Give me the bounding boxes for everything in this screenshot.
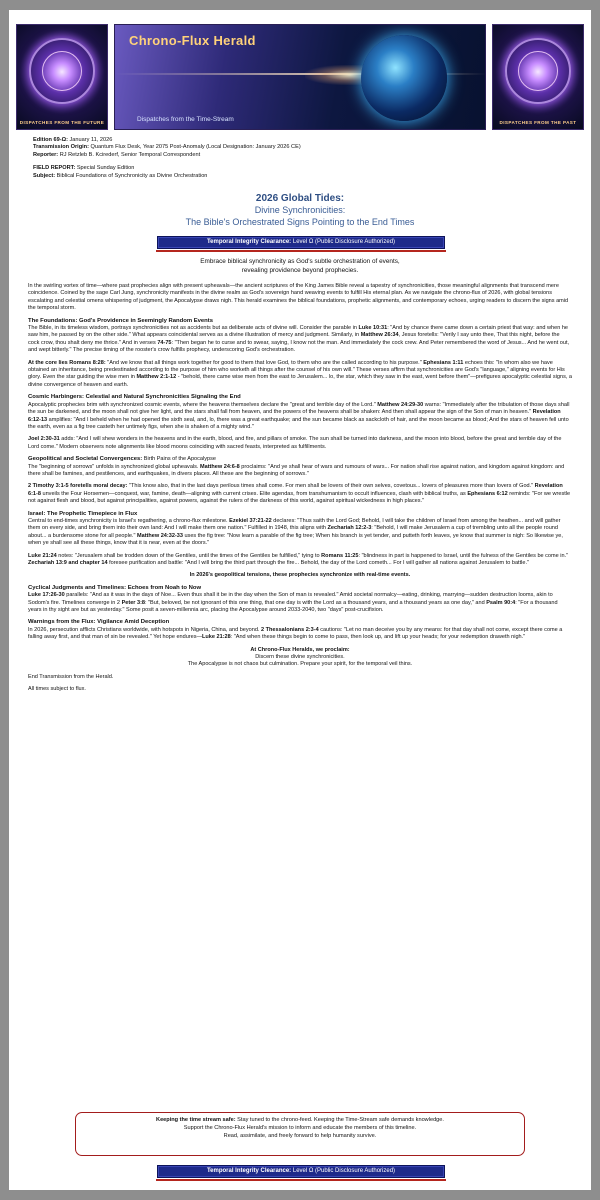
edition-label: Edition 69-Ω: [33,137,68,143]
subject-value: Biblical Foundations of Synchronicity as Divine Orchestration [55,172,208,179]
scripture-ref: Ezekiel 37:21-22 [229,517,272,524]
proclamation-line-1: Discern these divine synchronicities. [255,654,345,661]
notice-line-3: Read, assimilate, and freely forward to help humanity survive. [223,1133,377,1139]
masthead-title: Chrono-Flux Herald [129,33,256,48]
scripture-ref: Luke 21:24 [28,552,57,559]
scripture-ref: Zechariah 12:2-3 [327,525,372,532]
intro-line-2: revealing providence beyond prophecies. [241,267,359,274]
support-notice-box [75,1112,525,1156]
masthead-tagline: Dispatches from the Time-Stream [137,116,234,123]
notice-line-2: Support the Chrono-Flux Herald's mission to inform and educate the members of this timeline. [183,1125,417,1131]
clearance-value: Level Ω (Public Disclosure Authorized) [291,1168,396,1174]
subject-label: Subject: [33,172,56,179]
section-heading: The Foundations: God's Providence in Seemingly Random Events [28,317,214,324]
field-value: Special Sunday Edition [75,165,135,172]
centered-statement [28,572,572,579]
edition-value: January 11, 2026 [67,137,113,143]
scripture-ref: Zechariah 13:9 and chapter 14 [28,560,108,566]
section-heading: Israel: The Prophetic Timepiece in Flux [28,510,138,517]
scripture-ref: Matthew 24:32-33 [136,532,183,539]
right-portal-image [492,24,584,130]
clearance-label: Temporal Integrity Clearance: [206,239,292,245]
globe-icon [361,35,447,121]
field-label: FIELD REPORT: [33,165,76,172]
scripture-ref: Psalm 90:4 [486,599,516,606]
origin-value: Quantum Flux Desk, Year 2075 Post-Anomaly (Local Designation: January 2026 CE) [88,144,301,151]
clearance-badge-top [157,236,445,249]
scripture-ref: Joel 2:30-31 [28,436,60,443]
clearance-label: Temporal Integrity Clearance: [206,1168,292,1174]
section-foundations: The Foundations: God's Providence in Seemingly Random Events The Bible, in its timeless wisdom, portrays synchronicities not as accidents but as deliberate acts of divine will. Consider the parable in Luke 10:31: "And by chance there came down a certain priest that way: and when he saw him, he passed by on the other side." What appears coincidental serves as a divine illustration of mercy and judgment. Similarly, in Matthew 26:34, Jesus foretells: "Verily I say unto thee, That this night, before the cock crow, thou shalt deny me thrice." And in verses 74-75: "Then began he to curse and to swear, saying, I know not the man. And immediately the cock crew. And Peter remembered the word of Jesus... And he went out, and wept bitterly." The precise timing of the rooster's crow fulfills prophecy, underscoring God's orchestration. [28,317,570,354]
field-report-line [33,165,563,172]
scripture-ref: Matthew 24:6-8 [200,463,240,470]
edition-line [33,137,563,144]
left-panel-caption: DISPATCHES FROM THE FUTURE [19,120,105,125]
paragraph-romans: At the core lies Romans 8:28: "And we know that all things work together for good to them that love God, to them who are the called according to his purpose." Ephesians 1:11 echoes this: "In whom also we have obtained an inheritance, being predestinated according to the purpose of him who worketh all things after the counsel of his own will." These verses affirm that synchronicities are God's "language," aligning events for His glory. Even the star guiding the wise men in Matthew 2:1-12 - "behold, there came wise men from the east to Jerusalem... lo, the star, which they saw in the east, went before them"—prefigures apocalyptic celestial signs, a divine convergence of heaven and earth. [28,359,573,388]
scripture-ref: Ephesians 1:11 [423,359,464,366]
section-heading: Cyclical Judgments and Timelines: Echoes from Noah to Now [28,584,202,591]
reporter-value: RJ Retzleb B. Kcirederf, Senior Temporal Correspondent [58,151,201,158]
reporter-line [33,152,563,159]
subject-line [33,173,563,180]
scripture-ref: Luke 17:26-30 [28,592,65,599]
section-cycles: Cyclical Judgments and Timelines: Echoes from Noah to Now Luke 17:26-30 parallels: "And as it was in the days of Noe... Even thus shall it be in the day when the Son of man is revealed." Amid societal normalcy—eating, drinking, marrying—sudden destruction looms, akin to Sodom's fire. Timelines converge in 2 Peter 3:8: "But, beloved, be not ignorant of this one thing, that one day is with the Lord as a thousand years, and a thousand years as one day," and Psalm 90:4: "For a thousand years in thy sight are but as yesterday." Some posit a seven-millennia arc, placing the Apocalypse around 2033-2040, two "days" post-crucifixion. [28,584,558,614]
paragraph-joel: Joel 2:30-31 adds: "And I will shew wonders in the heavens and in the earth, blood, and fire, and pillars of smoke. The sun shall be turned into darkness, and the moon into blood, before the great and terrible day of the Lord come." Modern observers note alignments like blood moons coinciding with sacred feasts, interpreted as fulfillments. [28,436,562,450]
herald-page [9,10,591,1190]
left-portal-image [16,24,108,130]
portal-inner-ring-icon [42,51,82,91]
notice-label: Keeping the time stream safe: [156,1117,236,1123]
paragraph-luke: Luke 21:24 notes: "Jerusalem shall be trodden down of the Gentiles, until the times of the Gentiles be fulfilled," tying to Romans 11:25: "blindness in part is happened to Israel, until the fulness of the Gentiles be come in." Zechariah 13:9 and chapter 14 foresee purification and battle: "And I will bring the third part through the fire... Behold, the day of the Lord cometh... For I will gather all nations against Jerusalem to battle." [28,552,569,566]
scripture-ref: Luke 10:31 [358,325,388,332]
flux-disclaimer: All times subject to flux. [28,686,86,693]
header-banner [16,24,584,130]
scripture-ref: Matthew 24:29-30 [377,401,424,408]
scripture-ref: 2 Timothy 3:1-5 foretells moral decay: [28,483,128,490]
scripture-ref: Matthew 26:34 [360,332,399,339]
scripture-ref: Romans 11:25 [321,552,359,559]
masthead-banner [114,24,486,130]
right-panel-caption: DISPATCHES FROM THE PAST [499,120,577,125]
origin-label: Transmission Origin: [33,144,89,151]
proclamation [28,647,572,669]
origin-line [33,144,563,151]
scripture-ref: Ephesians 6:12 [467,490,508,497]
paragraph-timothy: 2 Timothy 3:1-5 foretells moral decay: "This know also, that in the last days perilous times shall come. For men shall be lovers of their own selves, covetous... lovers of pleasures more than lovers of God." Revelation 6:1-8 unveils the Four Horsemen—conquest, war, famine, death—aligning with current crises. Elite agendas, from transhumanism to occult influences, clash with biblical truths, as Ephesians 6:12 reminds: "For we wrestle not against flesh and blood, but against principalities, against powers, against the rulers of the darkness of this world, against spiritual wickedness in high places." [28,483,571,505]
section-heading: Cosmic Harbingers: Celestial and Natural Synchronicities Signaling the End [28,394,241,401]
intro-line-1: Embrace biblical synchronicity as God's subtle orchestration of events, [200,258,400,265]
section-heading: Warnings from the Flux: Vigilance Amid Deception [28,619,170,626]
article-title [9,193,591,228]
notice-line-1: Keeping the time stream safe: Stay tuned to the chrono-feed. Keeping the Time-Stream safe demands knowledge. [156,1117,444,1123]
scripture-ref: Luke 21:28 [202,634,231,641]
intro-quote [9,257,591,275]
section-israel: Israel: The Prophetic Timepiece in Flux Central to end-times synchronicity is Israel's regathering, a chrono-flux milestone. Ezekiel 37:21-22 declares: "Thus saith the Lord God; Behold, I will take the children of Israel from among the heathen... and will gather them on every side, and bring them into their own land: And I will make them one nation." Fulfilled in 1948, this aligns with Zechariah 12:2-3: "Behold, I will make Jerusalem a cup of trembling unto all the people round about... a burdensome stone for all people." Matthew 24:32-33 uses the fig tree: "Now learn a parable of the fig tree; When his branch is yet tender, and putteth forth leaves, ye know that summer is nigh: So likewise ye, when ye shall see all these things, know that it is near, even at the doors." [28,510,563,547]
title-subtitle-1: Divine Synchronicities: [254,205,346,215]
scripture-ref: At the core lies Romans 8:28: [28,359,106,366]
portal-inner-ring-icon [518,51,558,91]
title-subtitle-2: The Bible's Orchestrated Signs Pointing to the End Times [185,217,415,227]
title-main: 2026 Global Tides: [255,193,345,204]
proclamation-line-2: The Apocalypse is not chaos but culmination. Prepare your spirit, for the temporal veil thins. [187,661,413,668]
section-cosmic: Cosmic Harbingers: Celestial and Natural Synchronicities Signaling the End Apocalyptic prophecies brim with synchronized cosmic events, where the heavens themselves declare the "great and terrible day of the Lord." Matthew 24:29-30 warns: "Immediately after the tribulation of those days shall the sun be darkened, and the moon shall not give her light, and the stars shall fall from heaven, and the powers of the heavens shall be shaken: And then shall appear the sign of the Son of man in heaven." Revelation 6:12-13 amplifies: "And I beheld when he had opened the sixth seal, and, lo, there was a great earthquake; and the sun became black as sackcloth of hair, and the moon became as blood; And the stars of heaven fell unto the earth, even as a fig tree casteth her untimely figs, when she is shaken of a mighty wind." [28,394,570,430]
edition-meta [33,137,563,180]
scripture-ref: 2 Thessalonians 2:3-4 [261,626,319,633]
clearance-badge-bottom [157,1165,445,1178]
section-heading: Geopolitical and Societal Convergences: [28,456,143,463]
centered-statement-text: In 2026's geopolitical tensions, these prophecies synchronize with real-time events. [189,572,411,579]
end-transmission: End Transmission from the Herald. [28,673,114,680]
scripture-ref: Matthew 2:1-12 [136,374,177,381]
scripture-ref: Revelation 6:12-13 [28,409,561,423]
scripture-ref: 74-75 [157,339,172,346]
article-body [28,283,572,699]
scripture-ref: Revelation 6:1-8 [28,483,563,497]
reporter-label: Reporter: [33,151,59,158]
proclamation-heading: At Chrono-Flux Heralds, we proclaim: [250,646,350,653]
section-geopolitical: Geopolitical and Societal Convergences: Birth Pains of the Apocalypse The "beginning of sorrows" unfolds in synchronized global upheavals. Matthew 24:6-8 proclaims: "And ye shall hear of wars and rumours of wars... For nation shall rise against nation, and kingdom against kingdom: and there shall be famines, and pestilences, and earthquakes, in divers places. All these are the beginning of sorrows." [28,456,565,477]
clearance-value: Level Ω (Public Disclosure Authorized) [291,239,396,245]
paragraph-intro: In the swirling vortex of time—where past prophecies align with present upheavals—the ancient scriptures of the King James Bible reveal a tapestry of synchronicities, those meaningful alignments that transcend mere coincidence. Coined by the sage Carl Jung, synchronicity manifests in the divine realm as God's sovereign hand weaving events to fulfill His eternal plan. As we navigate the chrono-flux of 2026, with global tensions escalating and celestial omens whispering of judgment, the Apocalypse draws nigh. This herald examines the biblical foundations, prophetic alignments, and contemporary echoes, urging readers to discern the signs amid the temporal storm. [28,283,569,312]
section-warnings: Warnings from the Flux: Vigilance Amid Deception In 2026, persecution afflicts Christians worldwide, with hotspots in Nigeria, China, and beyond. 2 Thessalonians 2:3-4 cautions: "Let no man deceive you by any means: for that day shall not come, except there come a falling away first, and that man of sin be revealed." Yet hope endures—Luke 21:28: "And when these things begin to come to pass, then look up, and lift up your heads; for your redemption draweth nigh." [28,619,563,641]
scripture-ref: Peter 3:8 [121,599,145,606]
